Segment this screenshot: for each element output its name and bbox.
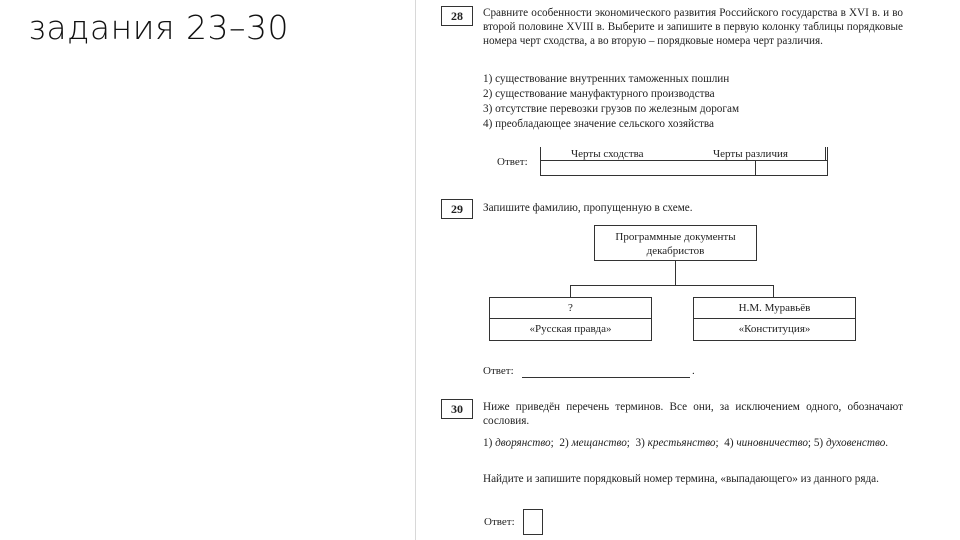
page-edge-divider <box>415 0 416 540</box>
q28-answer-table <box>540 147 828 176</box>
scheme-left-doc: «Русская правда» <box>529 323 612 335</box>
scheme-left-box <box>489 297 652 341</box>
question-28-number: 28 <box>441 6 473 26</box>
question-29-number: 29 <box>441 199 473 219</box>
q28-item-1: 1) существование внутренних таможенных пошлин <box>483 73 730 85</box>
q28-item-2: 2) существование мануфактурного производства <box>483 88 715 100</box>
scheme-right-name: Н.М. Муравьёв <box>694 298 855 319</box>
scheme-top-box: Программные документы декабристов <box>594 225 757 261</box>
col-similar-header: Черты сходства <box>571 148 644 160</box>
q29-answer-period: . <box>692 365 695 377</box>
q28-answer-label: Ответ: <box>497 156 528 168</box>
q30-instruction: Найдите и запишите порядковый номер термина, «выпадающего» из данного ряда. <box>483 473 879 485</box>
q30-term-list: 1) дворянство; 2) мещанство; 3) крестьянство; 4) чиновничество; 5) духовенство. <box>483 437 889 449</box>
slide-title: задания 23–30 <box>28 8 289 47</box>
question-29-text: Запишите фамилию, пропущенную в схеме. <box>483 202 693 214</box>
question-30-number: 30 <box>441 399 473 419</box>
col-different-header: Черты различия <box>713 148 788 160</box>
scheme-left-name: ? <box>490 298 651 319</box>
q30-answer-label: Ответ: <box>484 516 515 528</box>
question-28-text: Сравните особенности экономического развития Российского государства в XVI в. и во второй половине XVIII в. Выберите и запишите в первую колонку таблицы порядковые номера черт сходства, а во вторую – порядковые номера черт различия. <box>483 7 903 47</box>
q29-answer-label: Ответ: <box>483 365 514 377</box>
q28-item-4: 4) преобладающее значение сельского хозяйства <box>483 118 714 130</box>
term-1: дворянство <box>495 437 551 449</box>
q28-item-3: 3) отсутствие перевозки грузов по железным дорогам <box>483 103 740 115</box>
scheme-right-doc: «Конституция» <box>738 323 811 335</box>
term-5: духовенство <box>825 437 886 449</box>
q29-answer-field[interactable] <box>522 364 690 378</box>
q30-answer-box[interactable] <box>523 509 543 535</box>
scheme-right-box <box>693 297 856 341</box>
answer-cell-divider <box>755 160 756 175</box>
term-2: мещанство <box>571 437 627 449</box>
question-30-text: Ниже приведён перечень терминов. Все они, за исключением одного, обозначают сословия. <box>483 401 903 427</box>
term-3: крестьянство <box>647 437 716 449</box>
term-4: чиновничество <box>736 437 808 449</box>
